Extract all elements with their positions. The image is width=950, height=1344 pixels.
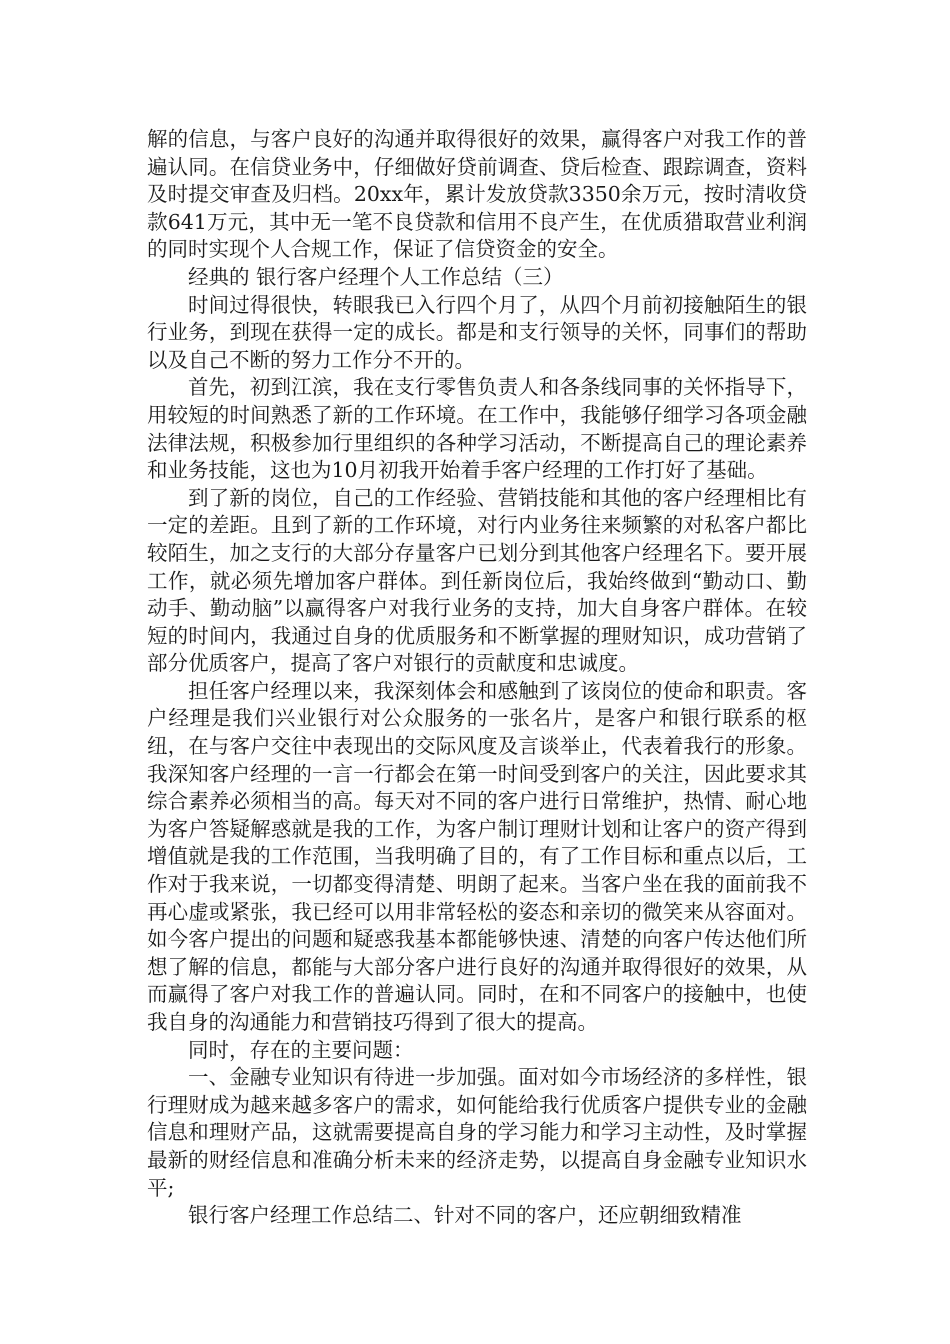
document-page: [147, 126, 807, 1230]
paragraph: 到了新的岗位，自己的工作经验、营销技能和其他的客户经理相比有一定的差距。且到了新的工作环境，对行内业务往来频繁的对私客户都比较陌生，加之支行的大部分存量客户已划分到其他客户经理名下。要开展工作，就必须先增加客户群体。到任新岗位后，我始终做到“勤动口、勤动手、勤动脑”以赢得客户对我行业务的支持，加大自身客户群体。在较短的时间内，我通过自身的优质服务和不断掌握的理财知识，成功营销了部分优质客户，提高了客户对银行的贡献度和忠诚度。: [147, 485, 807, 676]
paragraph: 时间过得很快，转眼我已入行四个月了，从四个月前初接触陌生的银行业务，到现在获得一定的成长。都是和支行领导的关怀，同事们的帮助以及自己不断的努力工作分不开的。: [147, 292, 807, 372]
section-title: 经典的 银行客户经理个人工作总结（三）: [188, 264, 564, 289]
paragraph: 同时，存在的主要问题：: [188, 1037, 414, 1062]
paragraph: 担任客户经理以来，我深刻体会和感触到了该岗位的使命和职责。客户经理是我们兴业银行对公众服务的一张名片，是客户和银行联系的枢纽，在与客户交往中表现出的交际风度及言谈举止，代表着我行的形象。我深知客户经理的一言一行都会在第一时间受到客户的关注，因此要求其综合素养必须相当的高。每天对不同的客户进行日常维护，热情、耐心地为客户答疑解惑就是我的工作，为客户制订理财计划和让客户的资产得到增值就是我的工作范围，当我明确了目的，有了工作目标和重点以后，工作对于我来说，一切都变得清楚、明朗了起来。当客户坐在我的面前我不再心虚或紧张，我已经可以用非常轻松的姿态和亲切的微笑来从容面对。如今客户提出的问题和疑惑我基本都能够快速、清楚的向客户传达他们所想了解的信息，都能与大部分客户进行良好的沟通并取得很好的效果，从而赢得了客户对我工作的普遍认同。同时，在和不同客户的接触中，也使我自身的沟通能力和营销技巧得到了很大的提高。: [147, 678, 807, 1034]
paragraph: 银行客户经理工作总结二、针对不同的客户，还应朝细致精准: [188, 1203, 742, 1228]
paragraph: 一、金融专业知识有待进一步加强。面对如今市场经济的多样性，银行理财成为越来越多客户的需求，如何能给我行优质客户提供专业的金融信息和理财产品，这就需要提高自身的学习能力和学习主动性，及时掌握最新的财经信息和准确分析未来的经济走势，以提高自身金融专业知识水平;: [147, 1065, 807, 1200]
paragraph-continuation: 解的信息，与客户良好的沟通并取得很好的效果，赢得客户对我工作的普遍认同。在信贷业务中，仔细做好贷前调查、贷后检查、跟踪调查，资料及时提交审查及归档。20xx年，累计发放贷款3350余万元，按时清收贷款641万元，其中无一笔不良贷款和信用不良产生，在优质猎取营业利润的同时实现个人合规工作，保证了信贷资金的安全。: [147, 127, 807, 262]
paragraph: 首先，初到江滨，我在支行零售负责人和各条线同事的关怀指导下，用较短的时间熟悉了新的工作环境。在工作中，我能够仔细学习各项金融法律法规，积极参加行里组织的各种学习活动，不断提高自己的理论素养和业务技能，这也为10月初我开始着手客户经理的工作打好了基础。: [147, 375, 807, 483]
